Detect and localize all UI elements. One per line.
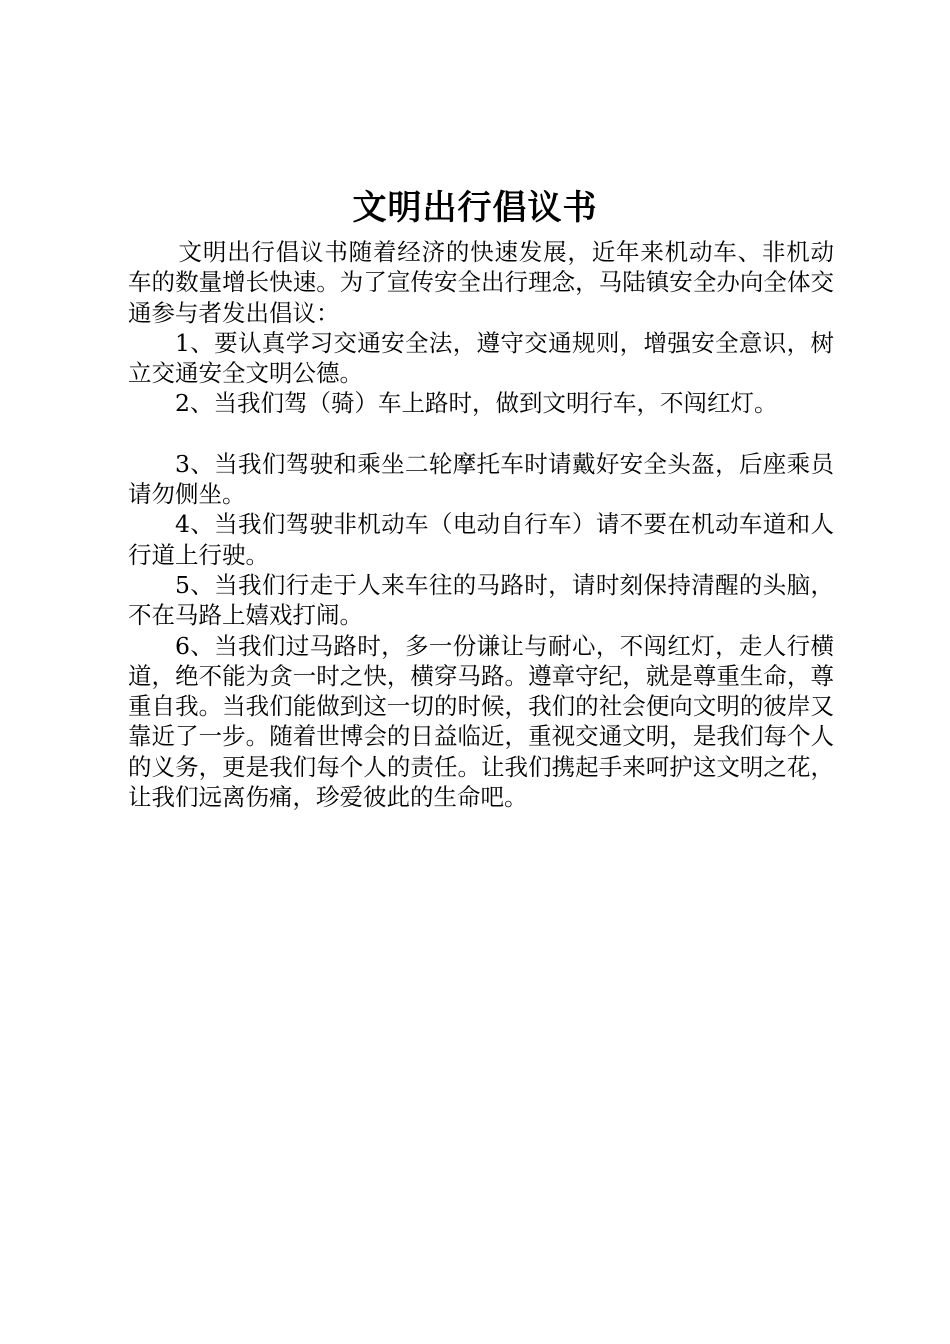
intro-paragraph: 文明出行倡议书随着经济的快速发展，近年来机动车、非机动车的数量增长快速。为了宣传安全出行理念，马陆镇安全办向全体交通参与者发出倡议： (128, 238, 834, 327)
paragraph-spacer (128, 419, 834, 449)
document-title: 文明出行倡议书 (352, 188, 598, 228)
item-paragraph-4: 4、当我们驾驶非机动车（电动自行车）请不要在机动车道和人行道上行驶。 (128, 510, 834, 569)
item-paragraph-1: 1、要认真学习交通安全法，遵守交通规则，增强安全意识，树立交通安全文明公德。 (128, 328, 834, 388)
item-paragraph-3: 3、当我们驾驶和乘坐二轮摩托车时请戴好安全头盔，后座乘员请勿侧坐。 (128, 449, 834, 509)
item-paragraph-6: 6、当我们过马路时，多一份谦让与耐心，不闯红灯，走人行横道，绝不能为贪一时之快，横穿马路。遵章守纪，就是尊重生命，尊重自我。当我们能做到这一切的时候，我们的社会便向文明的彼岸又靠近了一步。随着世博会的日益临近，重视交通文明，是我们每个人的义务，更是我们每个人的责任。让我们携起手来呵护这文明之花，让我们远离伤痛，珍爱彼此的生命吧。 (128, 631, 834, 812)
item-paragraph-2: 2、当我们驾（骑）车上路时，做到文明行车，不闯红灯。 (175, 389, 778, 418)
document-body (128, 237, 834, 812)
item-paragraph-5: 5、当我们行走于人来车往的马路时，请时刻保持清醒的头脑，不在马路上嬉戏打闹。 (128, 570, 834, 630)
